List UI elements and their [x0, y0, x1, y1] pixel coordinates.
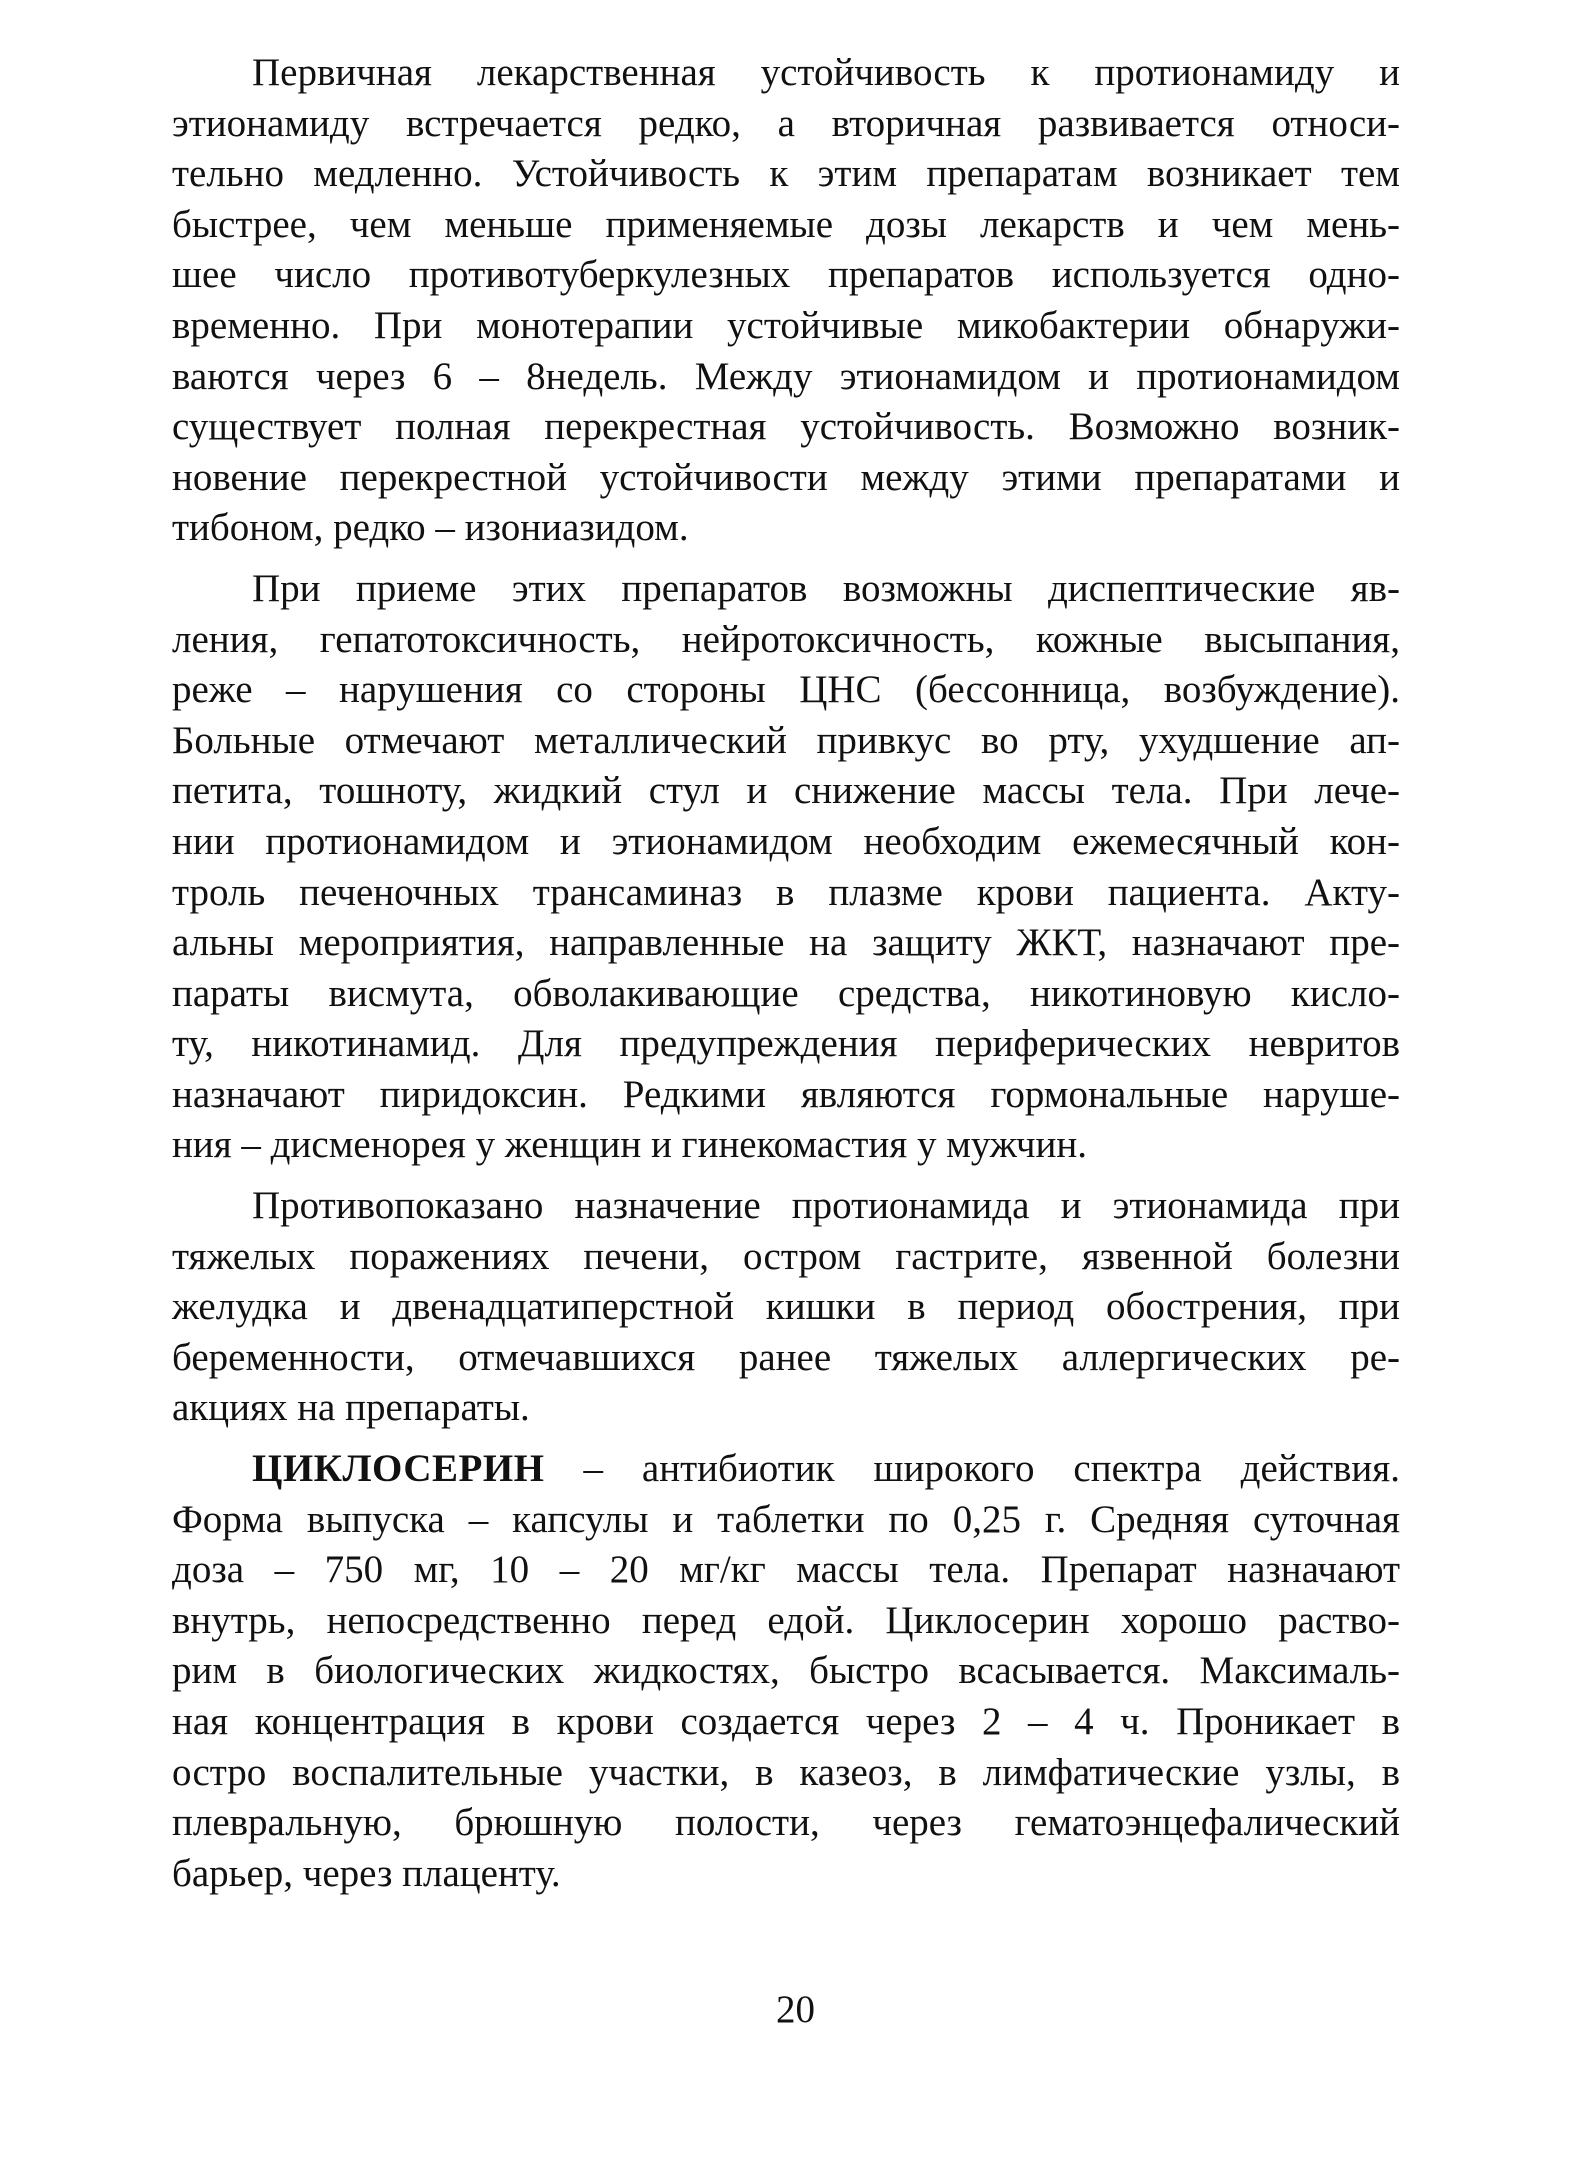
text-line: ная концентрация в крови создается через 2 – 4 ч. Проникает в: [172, 1700, 1400, 1743]
text-line: ту, никотинамид. Для предупреждения периферических невритов: [172, 1022, 1400, 1066]
text-line: внутрь, непосредственно перед едой. Циклосерин хорошо раство-: [172, 1598, 1400, 1642]
text-column: [172, 48, 1400, 1899]
text-line: желудка и двенадцатиперстной кишки в период обострения, при: [172, 1285, 1400, 1329]
text-line: Противопоказано назначение протионамида и этионамида при: [252, 1184, 1400, 1228]
text-line: доза – 750 мг, 10 – 20 мг/кг массы тела. Препарат назначают: [172, 1548, 1400, 1592]
text-line: Форма выпуска – капсулы и таблетки по 0,25 г. Средняя суточная: [172, 1497, 1400, 1541]
paragraph-cycloserine: [172, 1444, 1400, 1899]
text-line: существует полная перекрестная устойчивость. Возможно возник-: [172, 405, 1400, 449]
text-line: шее число противотуберкулезных препаратов используется одно-: [172, 253, 1400, 297]
text-line: рим в биологических жидкостях, быстро всасывается. Максималь-: [172, 1649, 1400, 1693]
text-line: реже – нарушения со стороны ЦНС (бессонница, возбуждение).: [172, 668, 1400, 712]
text-line: беременности, отмечавшихся ранее тяжелых аллергических ре-: [172, 1335, 1400, 1379]
text-line: Первичная лекарственная устойчивость к протионамиду и: [252, 51, 1400, 94]
text-line: троль печеночных трансаминаз в плазме крови пациента. Акту-: [172, 870, 1400, 914]
text-line: [172, 1444, 1400, 1495]
text-line: ния – дисменорея у женщин и гинекомастия у мужчин.: [172, 1123, 1087, 1167]
text-line: назначают пиридоксин. Редкими являются гормональные наруше-: [172, 1072, 1400, 1116]
text-line-rest: – антибиотик широкого спектра действия.: [544, 1447, 1400, 1491]
page-number: 20: [776, 1988, 815, 2031]
text-line: новение перекрестной устойчивости между этими препаратами и: [172, 455, 1400, 499]
text-line: плевральную, брюшную полости, через гематоэнцефалический: [172, 1801, 1400, 1845]
text-line: тельно медленно. Устойчивость к этим препаратам возникает тем: [172, 152, 1400, 196]
text-line: тяжелых поражениях печени, остром гастрите, язвенной болезни: [172, 1234, 1400, 1278]
text-line: тибоном, редко – изониазидом.: [172, 506, 689, 550]
text-line: альны мероприятия, направленные на защиту ЖКТ, назначают пре-: [172, 921, 1400, 965]
text-line: барьер, через плаценту.: [172, 1851, 561, 1895]
text-line: этионамиду встречается редко, а вторичная развивается относи-: [172, 101, 1400, 145]
text-line: петита, тошноту, жидкий стул и снижение массы тела. При лече-: [172, 769, 1400, 813]
paragraph-side-effects: [172, 564, 1400, 1171]
text-line: акциях на препараты.: [172, 1386, 530, 1430]
text-line: Больные отмечают металлический привкус во рту, ухудшение ап-: [172, 718, 1400, 762]
text-line: быстрее, чем меньше применяемые дозы лекарств и чем мень-: [172, 202, 1400, 246]
drug-term: ЦИКЛОСЕРИН: [252, 1447, 545, 1491]
text-line: временно. При монотерапии устойчивые микобактерии обнаружи-: [172, 303, 1400, 347]
text-line: ваются через 6 – 8недель. Между этионамидом и протионамидом: [172, 354, 1400, 398]
paragraph-contraindications: [172, 1181, 1400, 1434]
text-line: нии протионамидом и этионамидом необходим ежемесячный кон-: [172, 819, 1400, 863]
text-line: ления, гепатотоксичность, нейротоксичность, кожные высыпания,: [172, 617, 1400, 661]
text-line: параты висмута, обволакивающие средства, никотиновую кисло-: [172, 971, 1400, 1015]
text-line: остро воспалительные участки, в казеоз, в лимфатические узлы, в: [172, 1750, 1400, 1794]
paragraph-drug-resistance: [172, 48, 1400, 554]
text-line: При приеме этих препаратов возможны диспептические яв-: [252, 566, 1400, 610]
